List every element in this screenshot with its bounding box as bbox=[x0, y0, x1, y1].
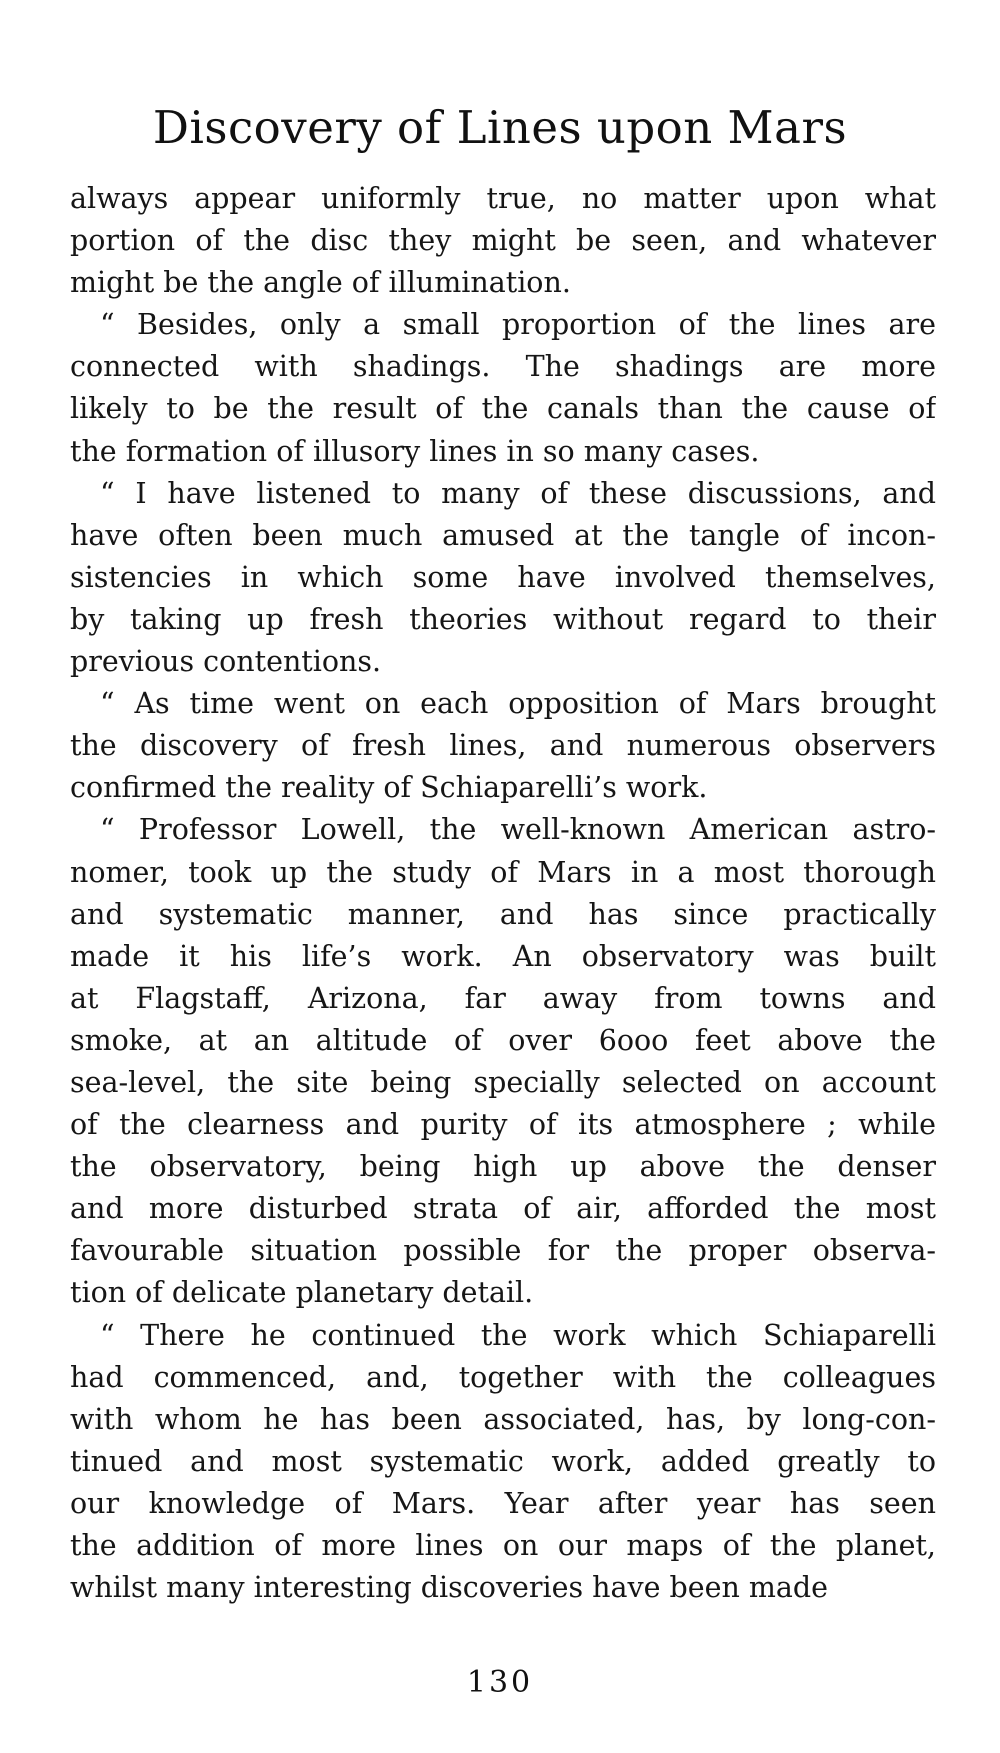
text-line: the addition of more lines on our maps of the planet, bbox=[70, 1529, 936, 1562]
paragraph bbox=[70, 304, 936, 472]
text-line: previous contentions. bbox=[70, 645, 382, 679]
paragraph bbox=[70, 809, 936, 1314]
text-line: at Flagstaff, Arizona, far away from towns and bbox=[70, 981, 936, 1015]
text-line: “ As time went on each opposition of Mars brought bbox=[100, 687, 936, 721]
text-line: favourable situation possible for the proper observa- bbox=[70, 1234, 936, 1268]
text-line: might be the angle of illumination. bbox=[70, 266, 571, 300]
text-line: by taking up fresh theories without regard to their bbox=[70, 602, 936, 636]
text-line: and more disturbed strata of air, afforded the most bbox=[70, 1192, 936, 1226]
text-line: “ Professor Lowell, the well-known American astro- bbox=[100, 813, 936, 847]
body-text bbox=[70, 178, 936, 1609]
text-line: the observatory, being high up above the denser bbox=[70, 1150, 936, 1184]
text-line: nomer, took up the study of Mars in a most thorough bbox=[70, 855, 936, 889]
text-line: the formation of illusory lines in so many cases. bbox=[70, 434, 760, 468]
text-line: tinued and most systematic work, added greatly to bbox=[70, 1444, 936, 1478]
text-line: smoke, at an altitude of over 6ooo feet above the bbox=[70, 1023, 936, 1057]
text-line: likely to be the result of the canals than the cause of bbox=[70, 392, 936, 426]
text-line: “ I have listened to many of these discussions, and bbox=[100, 476, 936, 510]
text-line: have often been much amused at the tangle of incon- bbox=[70, 518, 936, 552]
text-line: the discovery of fresh lines, and numerous observers bbox=[70, 729, 936, 763]
paragraph bbox=[70, 683, 936, 809]
paragraph bbox=[70, 473, 936, 683]
text-line: sistencies in which some have involved themselves, bbox=[70, 560, 936, 594]
paragraph bbox=[70, 1315, 936, 1610]
text-line: confirmed the reality of Schiaparelli’s work. bbox=[70, 771, 708, 805]
text-line: portion of the disc they might be seen, and whatever bbox=[70, 224, 936, 258]
text-line: sea-level, the site being specially selected on account bbox=[70, 1065, 936, 1099]
page-number: 130 bbox=[466, 1665, 534, 1700]
text-line: our knowledge of Mars. Year after year has seen bbox=[70, 1486, 936, 1520]
text-line: “ There he continued the work which Schiaparelli bbox=[100, 1318, 936, 1352]
paragraph bbox=[70, 178, 936, 304]
running-head: Discovery of Lines upon Mars bbox=[152, 101, 848, 154]
text-line: of the clearness and purity of its atmosphere ; while bbox=[70, 1108, 936, 1142]
text-line: whilst many interesting discoveries have been made bbox=[70, 1571, 829, 1605]
text-line: and systematic manner, and has since practically bbox=[70, 897, 936, 931]
text-line: connected with shadings. The shadings are more bbox=[70, 350, 936, 384]
text-line: tion of delicate planetary detail. bbox=[70, 1276, 534, 1310]
text-line: “ Besides, only a small proportion of the lines are bbox=[100, 308, 936, 342]
text-line: had commenced, and, together with the colleagues bbox=[70, 1360, 936, 1394]
text-line: made it his life’s work. An observatory was built bbox=[70, 939, 936, 973]
text-line: always appear uniformly true, no matter upon what bbox=[70, 182, 936, 215]
text-line: with whom he has been associated, has, by long-con- bbox=[70, 1402, 936, 1436]
